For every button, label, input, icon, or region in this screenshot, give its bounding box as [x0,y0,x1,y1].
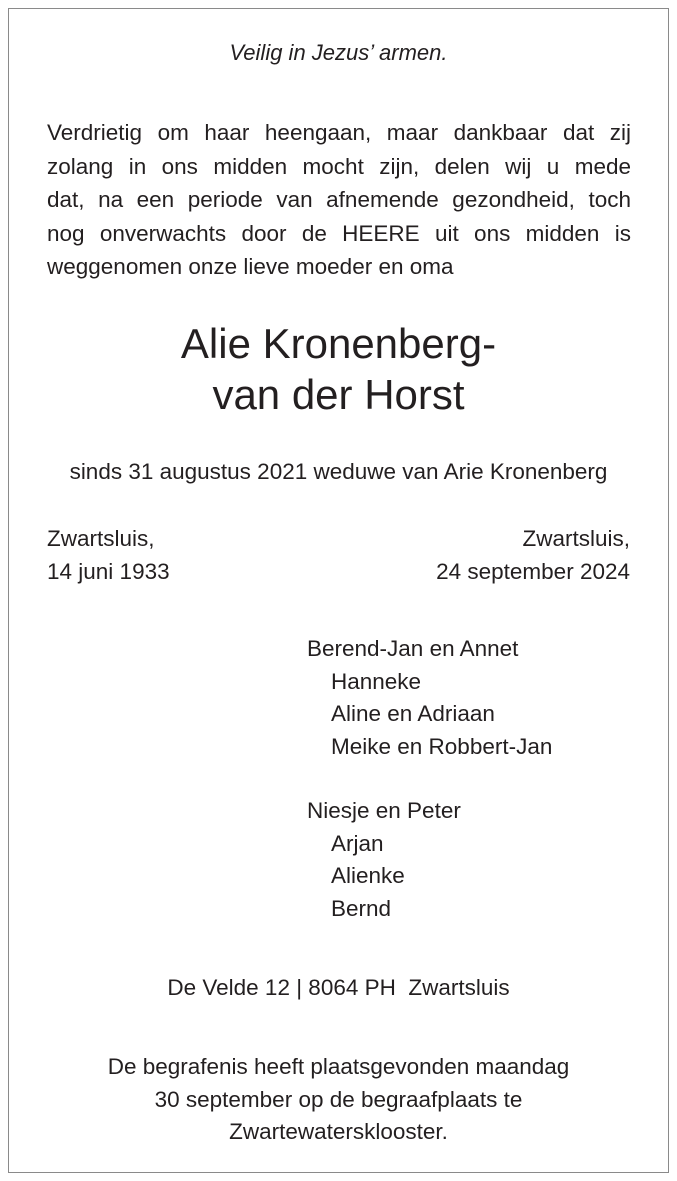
family-parents: Niesje en Peter [307,798,461,823]
family-group [307,795,552,925]
name-line-2: van der Horst [212,371,465,418]
death-place: Zwartsluis, [522,526,630,551]
family-child: Arjan [331,830,384,856]
intro-paragraph [47,116,631,284]
birth-date: 14 juni 1933 [47,559,170,584]
funeral-line: De begrafenis heeft plaatsgevonden maandag [107,1054,570,1079]
intro-line: weggenomen onze lieve moeder en oma [47,254,454,279]
family-child: Bernd [331,895,392,921]
family-parents: Berend-Jan en Annet [307,636,519,661]
family-child: Meike en Robbert-Jan [331,733,553,759]
funeral-line: Zwartewatersklooster. [229,1119,448,1144]
motto: Veilig in Jezus’ armen. [229,40,448,65]
family-group [307,633,552,763]
funeral-note [0,1051,677,1149]
family-list [307,633,552,957]
birth-place: Zwartsluis, [47,526,155,551]
family-child: Aline en Adriaan [331,701,495,726]
family-child: Alienke [331,863,405,888]
name-line-1: Alie Kronenberg- [180,320,497,367]
intro-line: nog onverwachts door de HEERE uit ons midden is [47,220,631,246]
death-date: 24 september 2024 [436,559,630,584]
intro-line: Verdrietig om haar heengaan, maar dankbaar dat zij [47,120,631,145]
intro-line: dat, na een periode van afnemende gezondheid, toch [47,187,631,212]
birth-info [47,522,170,588]
correspondence-address: De Velde 12 | 8064 PH Zwartsluis [167,975,510,1000]
family-child: Hanneke [331,668,422,694]
funeral-line: 30 september op de begraafplaats te [154,1086,523,1112]
intro-line: zolang in ons midden mocht zijn, delen wij u mede [47,153,631,179]
death-info [436,522,630,588]
deceased-name [0,318,677,420]
widow-note: sinds 31 augustus 2021 weduwe van Arie Kronenberg [69,459,608,484]
